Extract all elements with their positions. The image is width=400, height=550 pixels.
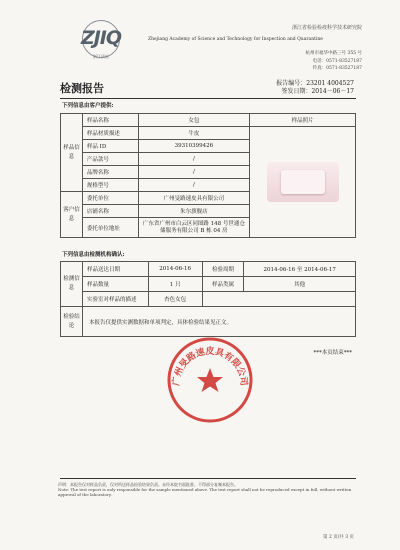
client-info-category: 客户信息 xyxy=(61,192,83,238)
desc-label: 实验室对样品的描述 xyxy=(82,292,148,307)
company-seal xyxy=(165,335,255,425)
empty-cell xyxy=(202,292,355,307)
period-value: 2014-06-16 至 2014-06-17 xyxy=(244,262,356,277)
receive-date-label: 样品送达日期 xyxy=(82,262,148,277)
sample-info-category: 样品信息 xyxy=(61,114,83,192)
row-label: 样品名称 xyxy=(82,114,138,127)
table-row xyxy=(61,277,356,292)
report-meta xyxy=(276,80,354,96)
table-row xyxy=(61,292,356,307)
receive-date-value: 2014-06-16 xyxy=(148,262,202,277)
row-value: 广东省广州市白云区同图路 148 号世通仓储服务有限公司 B 栋 04 房 xyxy=(138,218,250,238)
row-label: 样品材质描述 xyxy=(82,127,138,140)
quantity-value: 1 只 xyxy=(148,277,202,292)
conclusion-category: 检验结论 xyxy=(61,307,83,337)
sample-photo xyxy=(267,162,339,202)
institute-name-en: Zhejiang Academy of Science and Technology for Inspection and Quarantine xyxy=(148,37,323,42)
period-label: 检验周期 xyxy=(202,262,244,277)
type-value: 其他 xyxy=(244,277,356,292)
row-label: 规格型号 xyxy=(82,179,138,192)
row-value: / xyxy=(138,166,250,179)
lab-info-table xyxy=(60,261,356,337)
institute-phone: 电话：0571-83527187 xyxy=(312,59,362,64)
footer-rule xyxy=(60,478,356,479)
footer-disclaimer xyxy=(58,482,358,497)
row-value: 朱尔旗舰店 xyxy=(138,205,250,218)
row-value: 牛皮 xyxy=(138,127,250,140)
row-label: 委托单位 xyxy=(82,192,138,205)
row-label: 品牌名称 xyxy=(82,166,138,179)
institute-address: 杭州市福华中路三号 355 号 xyxy=(305,51,362,56)
seal-star xyxy=(197,368,223,392)
quantity-label: 样品数量 xyxy=(82,277,148,292)
institute-name-cn: 浙江省检验检疫科学技术研究院 xyxy=(291,25,362,31)
report-title: 检测报告 xyxy=(60,82,104,95)
lab-section-heading: 下列信息由检测机构确认: xyxy=(62,252,125,258)
row-label: 样品 ID xyxy=(82,140,138,153)
row-value: 女包 xyxy=(138,114,250,127)
table-row xyxy=(61,114,356,127)
type-label: 样品类属 xyxy=(202,277,244,292)
row-value: / xyxy=(138,179,250,192)
client-section-heading: 下列信息由客户提供: xyxy=(62,103,114,109)
seal-text: 广州旻路速皮具有限公司 xyxy=(171,347,249,387)
table-row xyxy=(61,262,356,277)
footer-disclaimer-cn: 声明：本报告仅对样品负责，仅对所送样品检验结果负责。未经本院书面批准，不得部分复制本报告。 xyxy=(58,482,238,487)
footer-disclaimer-en: Note: The test report is only responsible for the sample mentioned above. The test report shall not be reproduced except in full, without written approval of the laboratory. xyxy=(58,487,352,497)
sample-photo-cell xyxy=(250,127,356,238)
logo-sub: 浙江质检 xyxy=(93,54,109,59)
desc-value: 杏色女包 xyxy=(148,292,202,307)
report-number: 报告编号：23201 4004527 xyxy=(276,80,354,87)
zjiq-logo xyxy=(62,20,140,68)
row-value: 39310399426 xyxy=(138,140,250,153)
table-row xyxy=(61,307,356,337)
report-date: 签发日期：2014－06－17 xyxy=(281,88,354,95)
inspect-info-category: 检测信息 xyxy=(61,262,83,307)
photo-label: 样品照片 xyxy=(250,114,356,127)
row-value: 广州旻路速皮具有限公司 xyxy=(138,192,250,205)
conclusion-text: 本报告仅提供实测数据和单项判定，具体检验结果见正文。 xyxy=(82,307,355,337)
end-of-page-mark: ***本页结束*** xyxy=(313,350,352,356)
table-row xyxy=(61,127,356,140)
row-value: / xyxy=(138,153,250,166)
row-label: 产品款号 xyxy=(82,153,138,166)
row-label: 委托单位地址 xyxy=(82,218,138,238)
client-info-table xyxy=(60,113,356,238)
header-rule xyxy=(60,98,356,99)
institute-fax: 传真：0571-83527187 xyxy=(312,66,362,71)
row-label: 店铺名称 xyxy=(82,205,138,218)
logo-mark: ZJIQ xyxy=(80,27,122,49)
page-number: 第 2 页/共 3 页 xyxy=(323,535,354,540)
